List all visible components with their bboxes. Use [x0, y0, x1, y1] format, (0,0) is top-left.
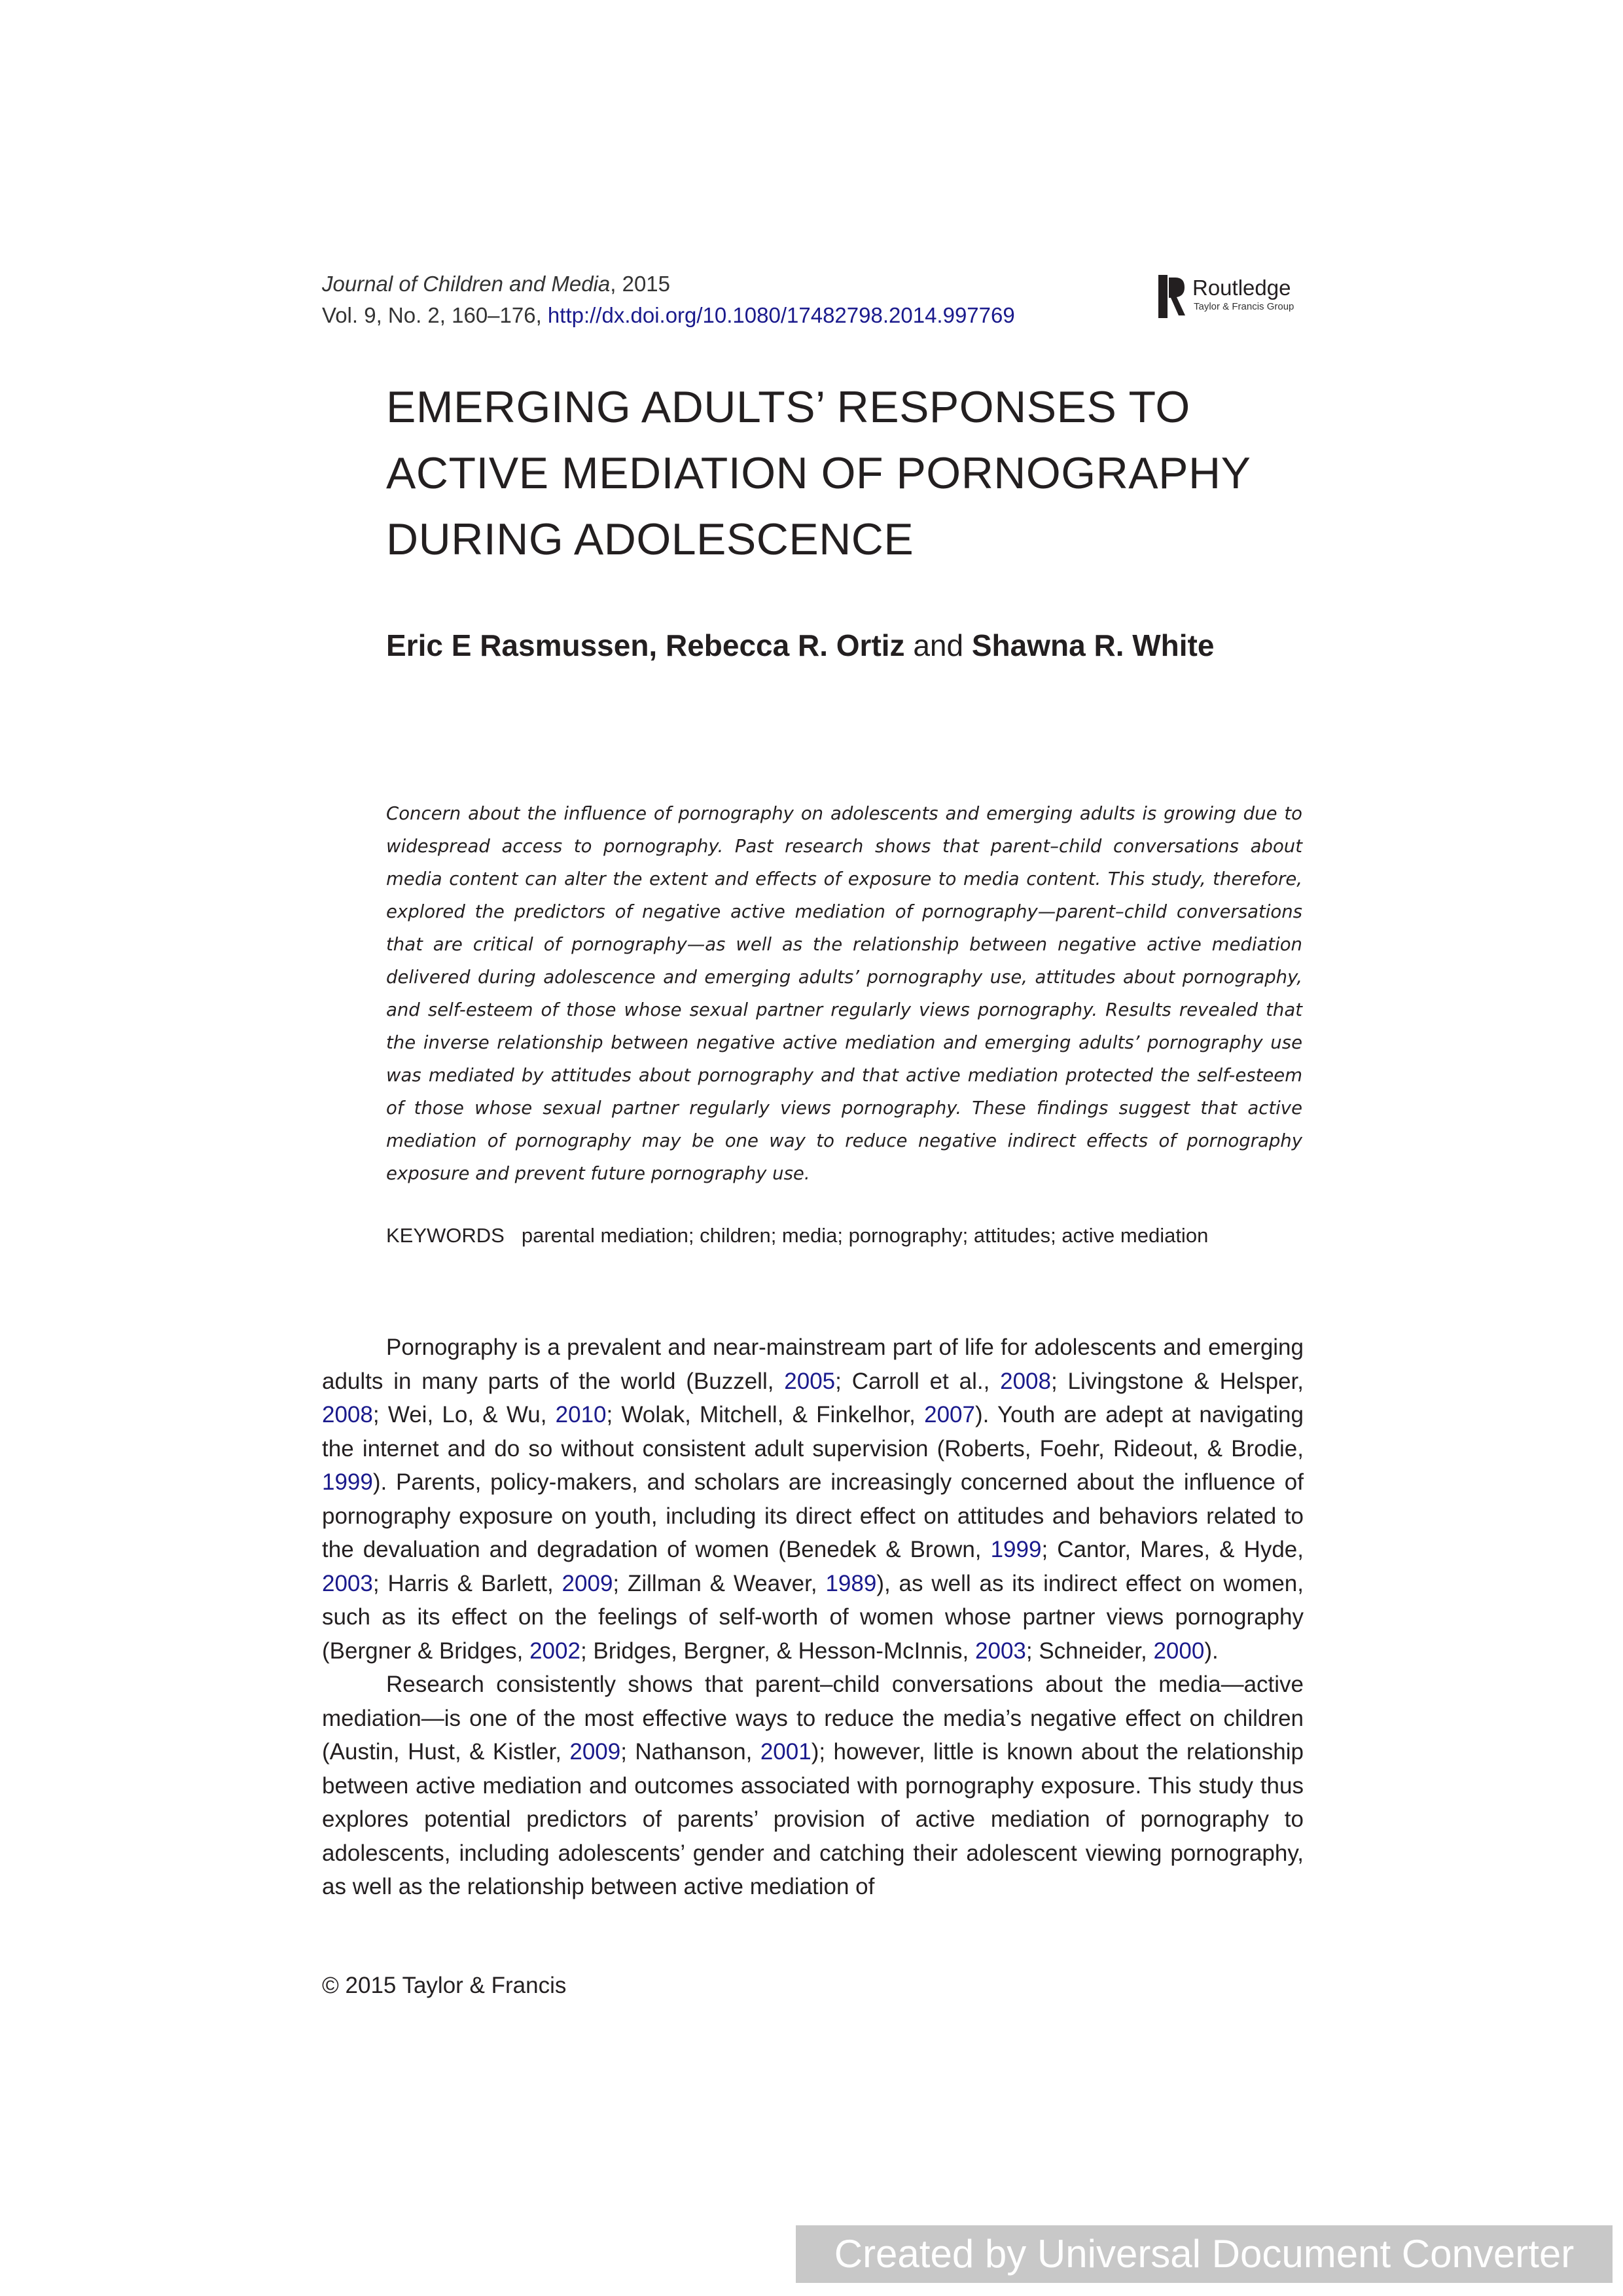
- abstract: Concern about the influence of pornography on adolescents and emerging adults is growing due to widespread access to pornography. Past research shows that parent–child conversations about media content can alter the extent and effects of exposure to media content. This study, therefore, explored the predictors of negative active mediation of pornography—parent–child conversations that are critical of pornography—as well as the relationship between negative active mediation delivered during adolescence and emerging adults’ pornography use, attitudes about pornography, and self-esteem of those whose sexual partner regularly views pornography. Results revealed that the inverse relationship between negative active mediation and emerging adults’ pornography use was mediated by attitudes about pornography and that active mediation protected the self-esteem of those whose sexual partner regularly views pornography. These findings suggest that active mediation of pornography may be one way to reduce negative indirect effects of pornography exposure and prevent future pornography use.: [386, 803, 1302, 1184]
- citation-link[interactable]: 1989: [825, 1570, 877, 1596]
- text-run: ; Schneider,: [1026, 1638, 1154, 1664]
- title-line: DURING ADOLESCENCE: [386, 514, 914, 564]
- citation-link[interactable]: 2002: [529, 1638, 580, 1664]
- author-name: Rebecca R. Ortiz: [665, 628, 905, 662]
- journal-name: Journal of Children and Media: [322, 272, 611, 296]
- citation-line: [322, 300, 1304, 331]
- converter-watermark: Created by Universal Document Converter: [796, 2225, 1613, 2283]
- citation-link[interactable]: 2009: [562, 1570, 613, 1596]
- text-run: ; Zillman & Weaver,: [613, 1570, 826, 1596]
- citation-link[interactable]: 2000: [1153, 1638, 1205, 1664]
- body-paragraph: [322, 1668, 1304, 1904]
- text-run: ; Livingstone & Helsper,: [1050, 1368, 1304, 1394]
- publisher-logo: [1158, 274, 1309, 321]
- volume-issue-pages: Vol. 9, No. 2, 160–176,: [322, 303, 548, 327]
- text-run: ).: [1204, 1638, 1219, 1664]
- author-separator: ,: [649, 628, 666, 662]
- keywords: [386, 1221, 1315, 1250]
- text-run: ; Cantor, Mares, & Hyde,: [1041, 1537, 1304, 1562]
- publisher-name: Routledge: [1192, 276, 1291, 300]
- text-run: ; Harris & Barlett,: [372, 1570, 562, 1596]
- text-run: ). Parents, policy-makers, and scholars are increasingly concerned about the influence of pornography exposure on youth, including its direct effect on attitudes and behaviors related to the devaluation and degradation of women (Benedek & Brown,: [322, 1469, 1304, 1562]
- journal-line: [322, 268, 1304, 300]
- title-line: ACTIVE MEDIATION OF PORNOGRAPHY: [386, 448, 1251, 498]
- citation-link[interactable]: 2007: [924, 1402, 975, 1427]
- citation-link[interactable]: 1999: [322, 1469, 373, 1495]
- citation-link[interactable]: 1999: [990, 1537, 1042, 1562]
- article-title: [386, 374, 1315, 573]
- text-run: Research consistently shows that parent–child conversations about the media—active mediation—is one of the most effective ways to reduce the media’s negative effect on children (Austin, Hust, & Kistler,: [322, 1672, 1304, 1765]
- text-run: ). Youth are adept at navigating the internet and do so without consistent adult supervision (Roberts, Foehr, Rideout, & Brodie,: [322, 1402, 1304, 1462]
- routledge-logo-icon: [1158, 275, 1186, 318]
- citation-link[interactable]: 2010: [555, 1402, 607, 1427]
- citation-link[interactable]: 2008: [1000, 1368, 1051, 1394]
- text-run: ; Wei, Lo, & Wu,: [372, 1402, 556, 1427]
- text-run: ), as well as its indirect effect on women, such as its effect on the feelings of self-worth of women whose partner views pornography (Bergner & Bridges,: [322, 1570, 1304, 1664]
- body-text: [322, 1331, 1304, 1904]
- citation-link[interactable]: 2009: [569, 1739, 621, 1765]
- citation-link[interactable]: 2008: [322, 1402, 373, 1427]
- author-list: [386, 627, 1214, 664]
- text-run: ; Nathanson,: [620, 1739, 760, 1765]
- text-run: ; Wolak, Mitchell, & Finkelhor,: [606, 1402, 925, 1427]
- journal-header: [322, 268, 1304, 331]
- text-run: ; Carroll et al.,: [835, 1368, 1001, 1394]
- copyright-notice: © 2015 Taylor & Francis: [322, 1973, 567, 1998]
- author-name: Eric E Rasmussen: [386, 628, 649, 662]
- doi-link[interactable]: http://dx.doi.org/10.1080/17482798.2014.997769: [547, 303, 1015, 327]
- publisher-group: Taylor & Francis Group: [1194, 301, 1294, 312]
- keywords-text: parental mediation; children; media; pornography; attitudes; active mediation: [521, 1224, 1209, 1247]
- citation-link[interactable]: 2001: [760, 1739, 812, 1765]
- title-line: EMERGING ADULTS’ RESPONSES TO: [386, 382, 1190, 432]
- text-run: ; Bridges, Bergner, & Hesson-McInnis,: [580, 1638, 976, 1664]
- citation-link[interactable]: 2003: [322, 1570, 373, 1596]
- text-run: Pornography is a prevalent and near-mainstream part of life for adolescents and emerging adults in many parts of the world (Buzzell,: [322, 1335, 1304, 1394]
- text-run: ); however, little is known about the relationship between active mediation and outcomes associated with pornography exposure. This study thus explores potential predictors of parents’ provision of active mediation of pornography to adolescents, including adolescents’ gender and catching their adolescent viewing pornography, as well as the relationship between active mediation of: [322, 1739, 1304, 1899]
- keywords-label: KEYWORDS: [386, 1224, 505, 1247]
- body-paragraph: [322, 1331, 1304, 1668]
- citation-link[interactable]: 2005: [784, 1368, 836, 1394]
- citation-link[interactable]: 2003: [975, 1638, 1026, 1664]
- author-name: Shawna R. White: [971, 628, 1215, 662]
- author-separator: and: [904, 628, 972, 662]
- journal-year: , 2015: [610, 272, 671, 296]
